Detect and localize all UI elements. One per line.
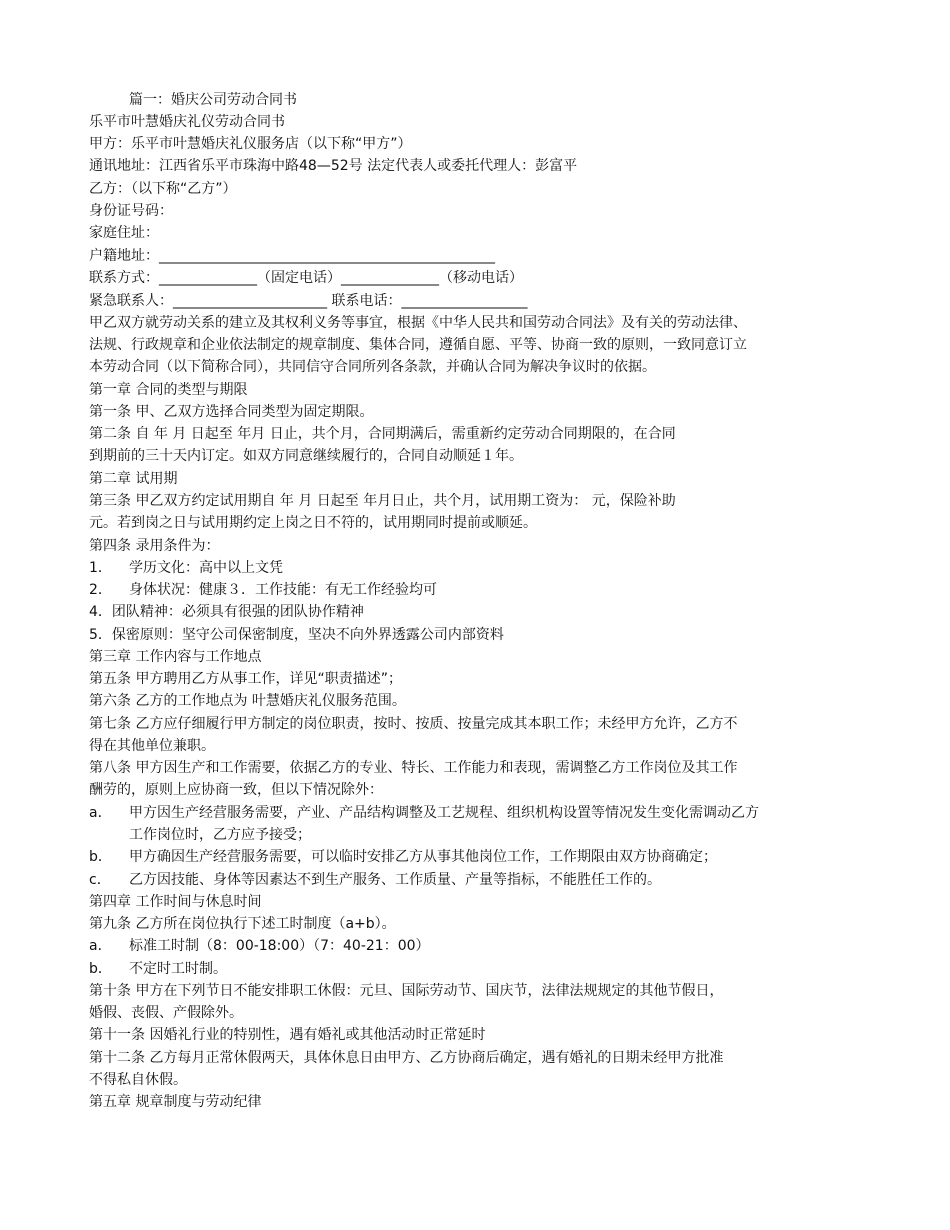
list-marker: 2． xyxy=(89,582,112,598)
article-7-line: 第七条 乙方应仔细履行甲方制定的岗位职责，按时、按质、按量完成其本职工作；未经甲方允许，乙方不 xyxy=(89,716,738,732)
chapter-heading: 第四章 工作时间与休息时间 xyxy=(89,894,262,910)
article-12-line: 第十二条 乙方每月正常休假两天，具体休息日由甲方、乙方协商后确定，遇有婚礼的日期未经甲方批准 xyxy=(89,1050,724,1066)
contact-field: 联系方式：______________（固定电话）______________（移动电话） xyxy=(89,270,523,286)
intro-line: 甲乙双方就劳动关系的建立及其权利义务等事宜，根据《中华人民共和国劳动合同法》及有关的劳动法律、 xyxy=(89,315,747,331)
list-marker: b． xyxy=(89,849,112,865)
document-heading: 篇一：婚庆公司劳动合同书 xyxy=(129,92,297,108)
list-marker: b． xyxy=(89,961,112,977)
article-3-line: 元。若到岗之日与试用期约定上岗之日不符的，试用期同时提前或顺延。 xyxy=(89,515,537,531)
exception-item: 甲方因生产经营服务需要，产业、产品结构调整及工艺规程、组织机构设置等情况发生变化需调动乙方 xyxy=(129,805,759,821)
chapter-heading: 第一章 合同的类型与期限 xyxy=(89,382,248,398)
intro-line: 法规、行政规章和企业依法制定的规章制度、集体合同，遵循自愿、平等、协商一致的原则，一致同意订立 xyxy=(89,337,747,353)
article-4: 第四条 录用条件为： xyxy=(89,538,220,554)
exception-item: 甲方确因生产经营服务需要，可以临时安排乙方从事其他岗位工作，工作期限由双方协商确定； xyxy=(129,849,717,865)
list-marker: a． xyxy=(89,805,112,821)
exception-item: 乙方因技能、身体等因素达不到生产服务、工作质量、产量等指标，不能胜任工作的。 xyxy=(129,872,661,888)
article-2-line: 第二条 自 年 月 日起至 年月 日止，共个月，合同期满后，需重新约定劳动合同期限的，在合同 xyxy=(89,426,676,442)
condition-item: 身体状况：健康３．工作技能：有无工作经验均可 xyxy=(129,582,437,598)
article-10-line: 第十条 甲方在下列节日不能安排职工休假：元旦、国际劳动节、国庆节，法律法规规定的其他节假日， xyxy=(89,983,724,999)
list-marker: a． xyxy=(89,938,112,954)
chapter-heading: 第五章 规章制度与劳动纪律 xyxy=(89,1094,262,1110)
article-7-line: 得在其他单位兼职。 xyxy=(89,738,215,754)
address-line: 通讯地址：江西省乐平市珠海中路48—52号 法定代表人或委托代理人：彭富平 xyxy=(89,158,578,174)
id-number-field: 身份证号码： xyxy=(89,203,173,219)
article-8-line: 第八条 甲方因生产和工作需要，依据乙方的专业、特长、工作能力和表现，需调整乙方工作岗位及其工作 xyxy=(89,760,738,776)
article-1: 第一条 甲、乙双方选择合同类型为固定期限。 xyxy=(89,404,374,420)
article-6: 第六条 乙方的工作地点为 叶慧婚庆礼仪服务范围。 xyxy=(89,693,406,709)
chapter-heading: 第三章 工作内容与工作地点 xyxy=(89,649,262,665)
article-3-line: 第三条 甲乙双方约定试用期自 年 月 日起至 年月日止，共个月，试用期工资为： 元，保险补助 xyxy=(89,493,676,509)
condition-item: 4．团队精神：必须具有很强的团队协作精神 xyxy=(89,604,364,620)
home-address-field: 家庭住址： xyxy=(89,225,159,241)
hours-item: 不定时工时制。 xyxy=(129,961,227,977)
hukou-address-field: 户籍地址：________________________________________________ xyxy=(89,248,495,264)
article-11: 第十一条 因婚礼行业的特别性，遇有婚礼或其他活动时正常延时 xyxy=(89,1027,486,1043)
condition-item: 学历文化：高中以上文凭 xyxy=(129,560,283,576)
article-10-line: 婚假、丧假、产假除外。 xyxy=(89,1005,243,1021)
intro-line: 本劳动合同（以下简称合同），共同信守合同所列各条款，并确认合同为解决争议时的依据。 xyxy=(89,359,656,375)
article-12-line: 不得私自休假。 xyxy=(89,1072,187,1088)
hours-item: 标准工时制（8：00-18:00）（7：40-21：00） xyxy=(129,938,430,954)
party-a-line: 甲方：乐平市叶慧婚庆礼仪服务店（以下称“甲方”） xyxy=(89,136,412,152)
list-marker: 1． xyxy=(89,560,112,576)
condition-item: 5．保密原则：坚守公司保密制度，坚决不向外界透露公司内部资料 xyxy=(89,627,504,643)
article-9: 第九条 乙方所在岗位执行下述工时制度（a+b）。 xyxy=(89,916,396,932)
article-8-line: 酬劳的，原则上应协商一致，但以下情况除外： xyxy=(89,782,383,798)
party-b-line: 乙方：（以下称“乙方”） xyxy=(89,181,237,197)
contract-title: 乐平市叶慧婚庆礼仪劳动合同书 xyxy=(89,114,285,130)
article-5: 第五条 甲方聘用乙方从事工作，详见“职责描述”； xyxy=(89,671,402,687)
article-2-line: 到期前的三十天内订定。如双方同意继续履行的，合同自动顺延１年。 xyxy=(89,448,523,464)
chapter-heading: 第二章 试用期 xyxy=(89,471,178,487)
list-marker: c． xyxy=(89,872,111,888)
exception-item: 工作岗位时，乙方应予接受； xyxy=(129,827,311,843)
emergency-contact-field: 紧急联系人：______________________ 联系电话：__________________ xyxy=(89,293,528,309)
